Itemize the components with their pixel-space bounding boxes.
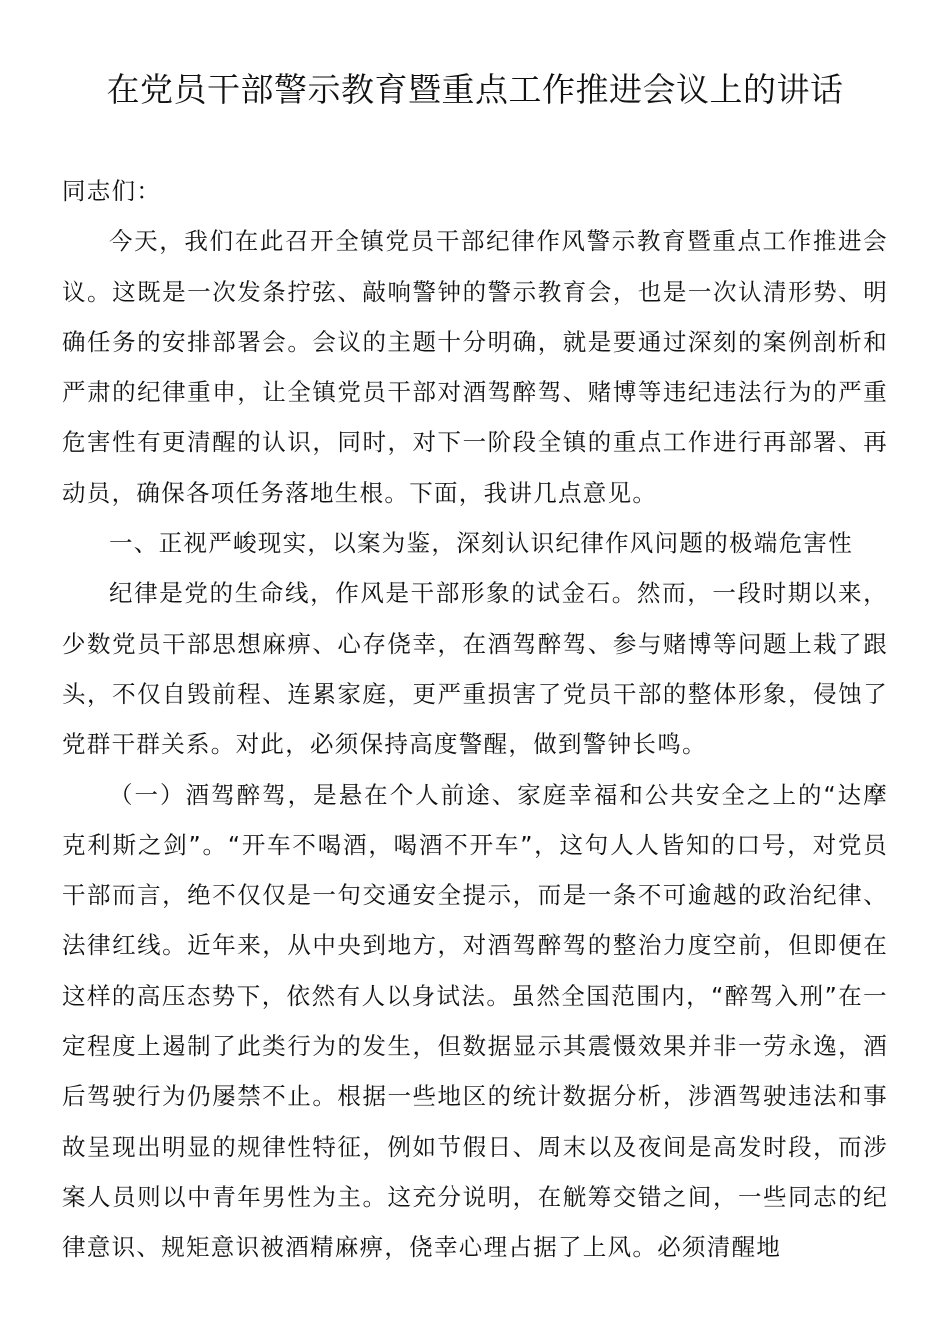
intro-paragraph: 今天，我们在此召开全镇党员干部纪律作风警示教育暨重点工作推进会议。这既是一次发条拧弦、敲响警钟的警示教育会，也是一次认清形势、明确任务的安排部署会。会议的主题十分明确，就是要通过深刻的案例剖析和严肃的纪律重申，让全镇党员干部对酒驾醉驾、赌博等违纪违法行为的严重危害性有更清醒的认识，同时，对下一阶段全镇的重点工作进行再部署、再动员，确保各项任务落地生根。下面，我讲几点意见。	[62, 227, 888, 507]
document-title: 在党员干部警示教育暨重点工作推进会议上的讲话	[106, 70, 844, 109]
section-one-paragraph: 纪律是党的生命线，作风是干部形象的试金石。然而，一段时期以来，少数党员干部思想麻痹、心存侥幸，在酒驾醉驾、参与赌博等问题上栽了跟头，不仅自毁前程、连累家庭，更严重损害了党员干部的整体形象，侵蚀了党群干群关系。对此，必须保持高度警醒，做到警钟长鸣。	[62, 579, 888, 759]
subsection-one-paragraph: （一）酒驾醉驾，是悬在个人前途、家庭幸福和公共安全之上的“达摩克利斯之剑”。“开车不喝酒，喝酒不开车”，这句人人皆知的口号，对党员干部而言，绝不仅仅是一句交通安全提示，而是一条不可逾越的政治纪律、法律红线。近年来，从中央到地方，对酒驾醉驾的整治力度空前，但即便在这样的高压态势下，依然有人以身试法。虽然全国范围内，“醉驾入刑”在一定程度上遏制了此类行为的发生，但数据显示其震慑效果并非一劳永逸，酒后驾驶行为仍屡禁不止。根据一些地区的统计数据分析，涉酒驾驶违法和事故呈现出明显的规律性特征，例如节假日、周末以及夜间是高发时段，而涉案人员则以中青年男性为主。这充分说明，在觥筹交错之间，一些同志的纪律意识、规矩意识被酒精麻痹，侥幸心理占据了上风。必须清醒地	[62, 780, 888, 1262]
section-one-heading: 一、正视严峻现实，以案为鉴，深刻认识纪律作风问题的极端危害性	[109, 529, 853, 558]
salutation: 同志们：	[62, 177, 162, 205]
